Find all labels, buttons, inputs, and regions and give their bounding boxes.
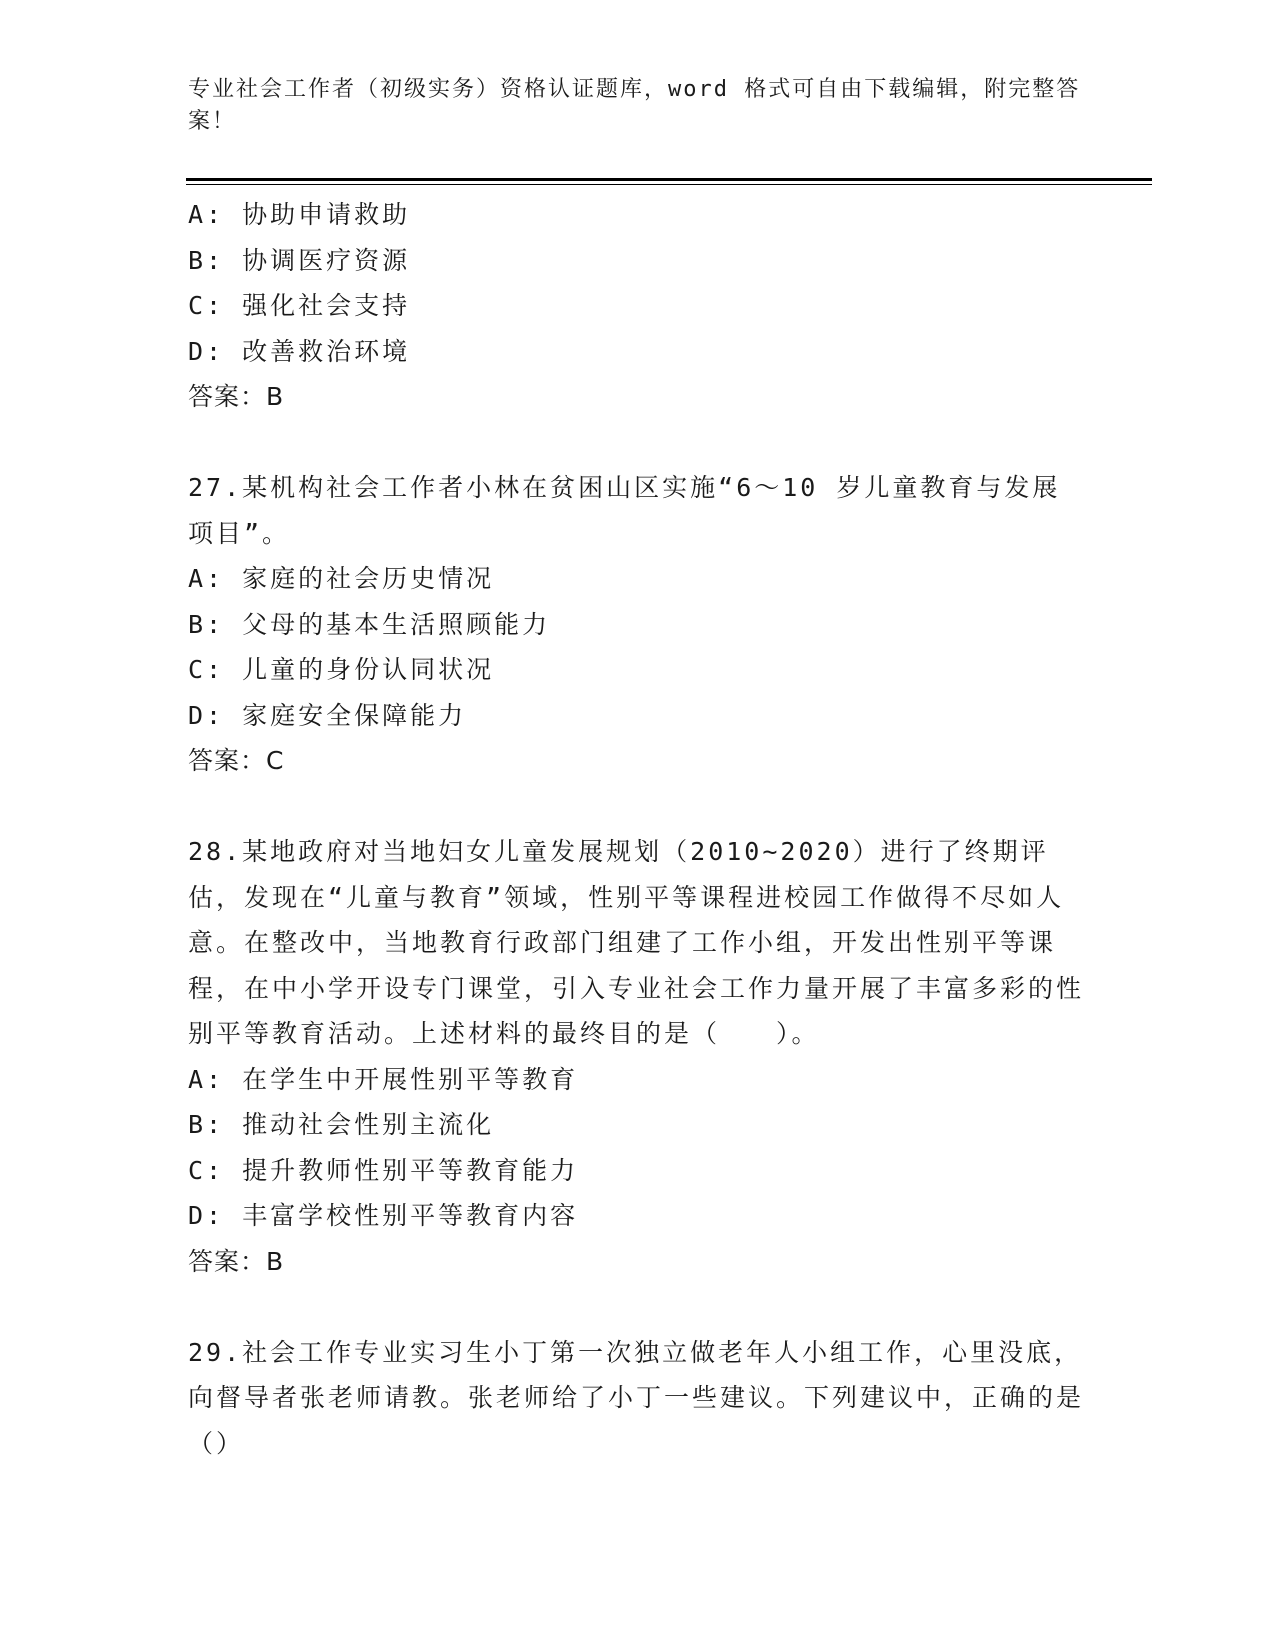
option-a: A: 家庭的社会历史情况 [188, 564, 495, 593]
option-b: B: 推动社会性别主流化 [188, 1110, 495, 1139]
option-d: D: 家庭安全保障能力 [188, 700, 467, 730]
option-c: C: 提升教师性别平等教育能力 [188, 1155, 579, 1185]
option-b: B: 父母的基本生活照顾能力 [188, 609, 551, 639]
document-header: 专业社会工作者（初级实务）资格认证题库，word 格式可自由下载编辑，附完整答案！ [188, 77, 1081, 134]
spacer [188, 420, 1088, 466]
spacer [188, 784, 1088, 830]
option-a: A: 在学生中开展性别平等教育 [188, 1064, 579, 1094]
option-d: D: 改善救治环境 [188, 336, 411, 366]
answer-label: 答案：C [188, 746, 285, 775]
question-29 [188, 1330, 1088, 1467]
option-c: C: 强化社会支持 [188, 291, 411, 320]
header-rule-thin [186, 184, 1152, 185]
header-rule-thick [186, 178, 1152, 181]
question-28 [188, 829, 1088, 1284]
option-a: A: 协助申请救助 [188, 200, 411, 229]
option-d: D: 丰富学校性别平等教育内容 [188, 1201, 579, 1230]
question-27 [188, 465, 1088, 784]
spacer [188, 1284, 1088, 1330]
question-stem: 27.某机构社会工作者小林在贫困山区实施“6～10 岁儿童教育与发展项目”。 [188, 473, 1061, 548]
option-b: B: 协调医疗资源 [188, 245, 411, 275]
question-26 [188, 192, 1088, 420]
answer-label: 答案：B [188, 382, 285, 411]
answer-label: 答案：B [188, 1246, 285, 1276]
question-stem: 28.某地政府对当地妇女儿童发展规划（2010~2020）进行了终期评估，发现在“儿童与教育”领域，性别平等课程进校园工作做得不尽如人意。在整改中，当地教育行政部门组建了工作小组，开发出性别平等课程，在中小学开设专门课堂，引入专业社会工作力量开展了丰富多彩的性别平等教育活动。上述材料的最终目的是（ ）。 [188, 837, 1085, 1048]
question-content [188, 192, 1088, 1466]
option-c: C: 儿童的身份认同状况 [188, 655, 495, 684]
question-stem: 29.社会工作专业实习生小丁第一次独立做老年人小组工作，心里没底，向督导者张老师请教。张老师给了小丁一些建议。下列建议中，正确的是（） [188, 1337, 1085, 1458]
